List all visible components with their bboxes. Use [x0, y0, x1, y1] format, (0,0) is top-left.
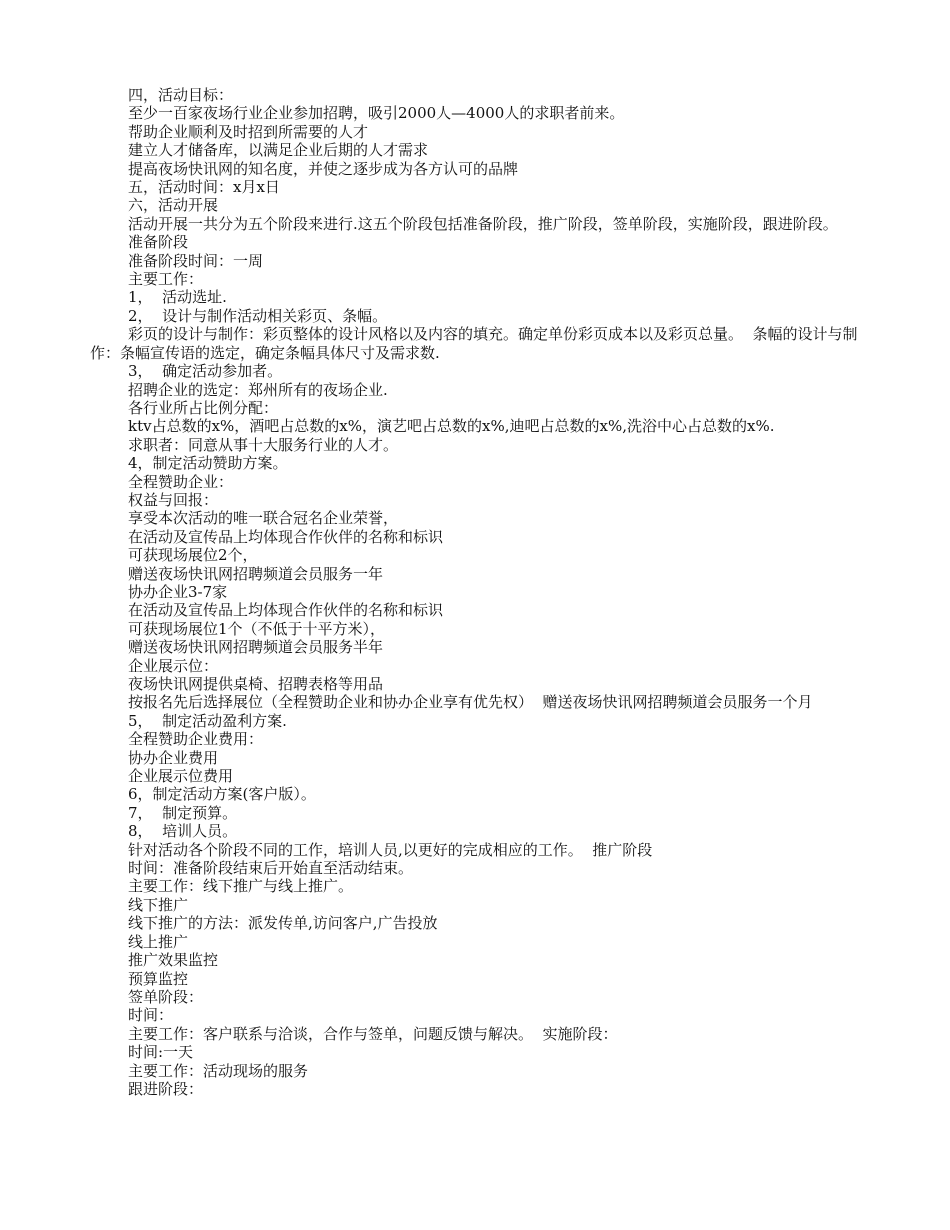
- paragraph: 时间：: [128, 1006, 174, 1025]
- paragraph: 线下推广的方法：派发传单,访问客户,广告投放: [128, 914, 438, 933]
- list-item: 6，制定活动方案(客户版）。: [128, 785, 316, 804]
- list-item: 1， 活动选址.: [128, 288, 227, 307]
- paragraph: 可获现场展位1个（不低于十平方米），: [128, 619, 386, 638]
- paragraph: 权益与回报：: [128, 490, 219, 509]
- paragraph: 至少一百家夜场行业企业参加招聘，吸引2000人—4000人的求职者前来。: [128, 104, 625, 123]
- phase-heading-follow-up: 跟进阶段：: [128, 1079, 204, 1098]
- paragraph: 建立人才储备库，以满足企业后期的人才需求: [128, 141, 429, 160]
- paragraph: 预算监控: [128, 969, 189, 988]
- phase-heading-preparation: 准备阶段: [128, 233, 189, 252]
- section-heading-time: 五，活动时间：x月x日: [128, 178, 280, 197]
- paragraph: 赠送夜场快讯网招聘频道会员服务半年: [128, 638, 384, 657]
- paragraph: 在活动及宣传品上均体现合作伙伴的名称和标识: [128, 527, 444, 546]
- paragraph: 求职者：同意从事十大服务行业的人才。: [128, 435, 399, 454]
- paragraph: 主要工作：活动现场的服务: [128, 1061, 309, 1080]
- paragraph: 全程赞助企业：: [128, 472, 234, 491]
- list-item: 4，制定活动赞助方案。: [128, 454, 288, 473]
- paragraph: 协办企业费用: [128, 748, 219, 767]
- paragraph: 招聘企业的选定：郑州所有的夜场企业.: [128, 380, 388, 399]
- paragraph: 线下推广: [128, 895, 189, 914]
- paragraph: 帮助企业顺利及时招到所需要的人才: [128, 122, 369, 141]
- paragraph: 时间:一天: [128, 1043, 194, 1062]
- paragraph: 推广效果监控: [128, 951, 219, 970]
- paragraph: ktv占总数的x%，酒吧占总数的x%，演艺吧占总数的x%,迪吧占总数的x%,洗浴中心占总数的x%.: [128, 417, 775, 436]
- paragraph: 全程赞助企业费用：: [128, 730, 264, 749]
- paragraph: 享受本次活动的唯一联合冠名企业荣誉，: [128, 509, 399, 528]
- paragraph: 时间：准备阶段结束后开始直至活动结束。: [128, 859, 414, 878]
- list-item: 8， 培训人员。: [128, 822, 238, 841]
- document-body: [90, 86, 860, 1098]
- paragraph: 企业展示位费用: [128, 767, 234, 786]
- section-heading-goals: 四，活动目标：: [128, 86, 234, 104]
- paragraph: 可获现场展位2个，: [128, 546, 258, 565]
- list-item: 7， 制定预算。: [128, 803, 238, 822]
- phase-heading-signing: 签单阶段：: [128, 987, 204, 1006]
- paragraph: 夜场快讯网提供桌椅、招聘表格等用品: [128, 675, 384, 693]
- paragraph: 彩页的设计与制作：彩页整体的设计风格以及内容的填充。确定单份彩页成本以及彩页总量。 条幅的设计与制作：条幅宣传语的选定，确定条幅具体尺寸及需求数.: [90, 325, 858, 362]
- paragraph: 准备阶段时间：一周: [128, 251, 264, 270]
- paragraph: 线上推广: [128, 932, 189, 951]
- paragraph: 协办企业3-7家: [128, 582, 228, 601]
- paragraph: 赠送夜场快讯网招聘频道会员服务一年: [128, 564, 384, 583]
- paragraph: 在活动及宣传品上均体现合作伙伴的名称和标识: [128, 601, 444, 620]
- list-item: 2， 设计与制作活动相关彩页、条幅。: [128, 306, 388, 325]
- section-heading-activities: 六，活动开展: [128, 196, 219, 215]
- paragraph: 针对活动各个阶段不同的工作，培训人员,以更好的完成相应的工作。 推广阶段: [128, 840, 653, 859]
- list-item: 5， 制定活动盈利方案.: [128, 711, 287, 730]
- paragraph: 活动开展一共分为五个阶段来进行.这五个阶段包括准备阶段，推广阶段，签单阶段，实施阶段，跟进阶段。: [128, 214, 838, 233]
- paragraph: 企业展示位：: [128, 656, 219, 675]
- paragraph: 提高夜场快讯网的知名度，并使之逐步成为各方认可的品牌: [128, 159, 519, 178]
- paragraph: 主要工作：线下推广与线上推广。: [128, 877, 354, 896]
- paragraph: 各行业所占比例分配：: [128, 398, 279, 417]
- list-item: 3， 确定活动参加者。: [128, 362, 283, 381]
- paragraph: 主要工作：: [128, 270, 204, 289]
- paragraph: 主要工作：客户联系与洽谈，合作与签单，问题反馈与解决。 实施阶段：: [128, 1024, 618, 1043]
- paragraph: 按报名先后选择展位（全程赞助企业和协办企业享有优先权） 赠送夜场快讯网招聘频道会员服务一个月: [128, 693, 813, 712]
